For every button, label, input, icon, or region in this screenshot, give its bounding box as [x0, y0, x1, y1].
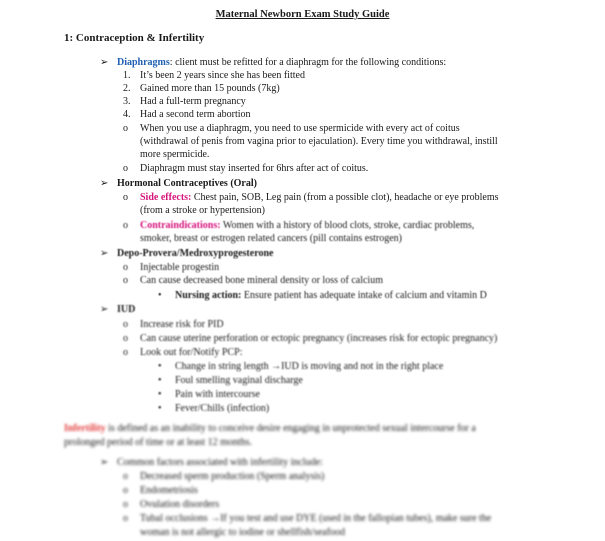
circle-bullet-icon: o	[123, 262, 128, 273]
bullet-icon: •	[158, 403, 162, 414]
list-item: Injectable progestin	[140, 262, 220, 273]
sub-bullet: Change in string length →IUD is moving and not in the right place	[175, 361, 444, 372]
diaphragm-line	[117, 56, 446, 69]
hormonal-heading: Hormonal Contraceptives (Oral)	[117, 178, 257, 189]
arrow-icon: ➢	[100, 57, 109, 68]
arrow-icon: ➢	[100, 178, 109, 189]
section-heading: 1: Contraception & Infertility	[64, 32, 205, 44]
list-item: Can cause decreased bone mineral density or loss of calcium	[140, 275, 383, 286]
arrow-icon: ➢	[100, 457, 109, 468]
circle-bullet-icon: o	[123, 275, 128, 286]
arrow-icon: ➢	[100, 304, 109, 315]
infertility-label: Infertility	[64, 423, 106, 434]
circle-bullet-icon: o	[123, 499, 128, 510]
iud-heading: IUD	[117, 304, 136, 315]
circle-bullet-icon: o	[123, 347, 128, 358]
factors-heading: Common factors associated with infertility include:	[117, 457, 323, 468]
list-item: Increase risk for PID	[140, 319, 224, 330]
note-line: more spermicide.	[140, 149, 210, 160]
circle-bullet-icon: o	[123, 123, 128, 134]
note-line: (withdrawal of penis from vagina prior to ejaculation). Every time you withdrawal, instill	[140, 136, 498, 147]
bullet-icon: •	[158, 389, 162, 400]
nursing-label: Nursing action:	[175, 290, 242, 301]
side-effects-cont: (from a stroke or hypertension)	[140, 205, 265, 216]
list-item: Gained more than 15 pounds (7kg)	[140, 83, 280, 94]
sub-bullet: Foul smelling vaginal discharge	[175, 375, 303, 386]
list-item: Look out for/Notify PCP:	[140, 347, 243, 358]
nursing-line: Nursing action: Ensure patient has adequate intake of calcium and vitamin D	[175, 290, 487, 301]
list-item: Can cause uterine perforation or ectopic pregnancy (increases risk for ectopic pregnancy)	[140, 333, 498, 344]
document-title: Maternal Newborn Exam Study Guide	[215, 9, 390, 20]
contra-line: Contraindications: Women with a history of blood clots, stroke, cardiac problems,	[140, 220, 475, 231]
list-item: Endometriosis	[140, 485, 198, 496]
diaphragm-text: : client must be refitted for a diaphragm for the following conditions:	[169, 57, 447, 68]
circle-bullet-icon: o	[123, 319, 128, 330]
contraindications-label: Contraindications:	[140, 220, 221, 231]
bullet-icon: •	[158, 290, 162, 301]
infertility-cont: prolonged period of time or at least 12 months.	[64, 437, 253, 448]
note-line: Diaphragm must stay inserted for 6hrs after act of coitus.	[140, 163, 369, 174]
side-effects-label: Side effects:	[140, 192, 192, 203]
bullet-icon: •	[158, 361, 162, 372]
note-line: When you use a diaphragm, you need to use spermicide with every act of coitus	[140, 123, 460, 134]
sub-bullet: Pain with intercourse	[175, 389, 260, 400]
list-item: Had a full-term pregnancy	[140, 96, 246, 107]
depo-heading: Depo-Provera/Medroxyprogesterone	[117, 248, 274, 259]
circle-bullet-icon: o	[123, 333, 128, 344]
circle-bullet-icon: o	[123, 163, 128, 174]
list-item: Had a second term abortion	[140, 109, 251, 120]
sub-bullet: Fever/Chills (infection)	[175, 403, 270, 414]
list-item: Tubal occlusions →If you test and use DYE (used in the fallopian tubes), make sure the	[140, 513, 492, 524]
circle-bullet-icon: o	[123, 220, 128, 231]
list-item-cont: woman is not allergic to iodine or shellfish/seafood	[140, 527, 346, 538]
infertility-line: Infertility is defined as an inability to conceive desire engaging in unprotected sexual intercourse for a	[64, 423, 476, 434]
circle-bullet-icon: o	[123, 192, 128, 203]
document-page: Maternal Newborn Exam Study Guide 1: Contraception & Infertility ➢ Diaphragms: client must be refitted for a diaphragm for the following conditions: 1. It’s been 2 years since she has been fitted 2. Gained more than 15 pounds (7kg) 3. Had a full-term pregnancy 4. Had a second term abortion o When you use a diaphragm, you need to use spermicide with every act of coitus (withdrawal of penis from vagina prior to ejaculation). Every time you withdrawal, instill more spermicide. o Diaphragm must stay inserted for 6hrs after act of coitus. ➢ Hormonal Contraceptives (Oral) o Side effects: Chest pain, SOB, Leg pain (from a possible clot), headache or eye problems (from a stroke or hypertension) o Contraindications: Women with a history of blood clots, stroke, cardiac problems, smoker, breast or estrogen related cancers (pill contains estrogen) ➢ Depo-Provera/Medroxyprogesterone o Injectable progestin o Can cause decreased bone mineral density or loss of calcium • Nursing action: Ensure patient has adequate intake of calcium and vitamin D ➢ IUD o Increase risk for PID o Can cause uterine perforation or ectopic pregnancy (increases risk for ectopic pregnancy) o Look out for/Notify PCP: • Change in string length →IUD is moving and not in the right place • Foul smelling vaginal discharge • Pain with intercourse • Fever/Chills (infection) Infertility is defined as an inability to conceive desire engaging in unprotected sexual intercourse for a prolonged period of time or at least 12 months. ➢ Common factors associated with infertility include: o Decreased sperm production (Sperm analysis) o Endometriosis o Ovulation disorders o Tubal occlusions →If you test and use DYE (used in the fallopian tubes), make sure the woman is not allergic to iodine or shellfish/seafood	[0, 0, 605, 541]
contra-cont: smoker, breast or estrogen related cancers (pill contains estrogen)	[140, 233, 402, 244]
list-item: Decreased sperm production (Sperm analysis)	[140, 471, 325, 482]
list-item: It’s been 2 years since she has been fitted	[140, 70, 305, 81]
circle-bullet-icon: o	[123, 513, 128, 524]
side-effects-line: Side effects: Chest pain, SOB, Leg pain (from a possible clot), headache or eye problems	[140, 192, 499, 203]
circle-bullet-icon: o	[123, 485, 128, 496]
list-item: Ovulation disorders	[140, 499, 220, 510]
arrow-icon: ➢	[100, 248, 109, 259]
bullet-icon: •	[158, 375, 162, 386]
diaphragm-label: Diaphragms	[117, 57, 170, 68]
circle-bullet-icon: o	[123, 471, 128, 482]
